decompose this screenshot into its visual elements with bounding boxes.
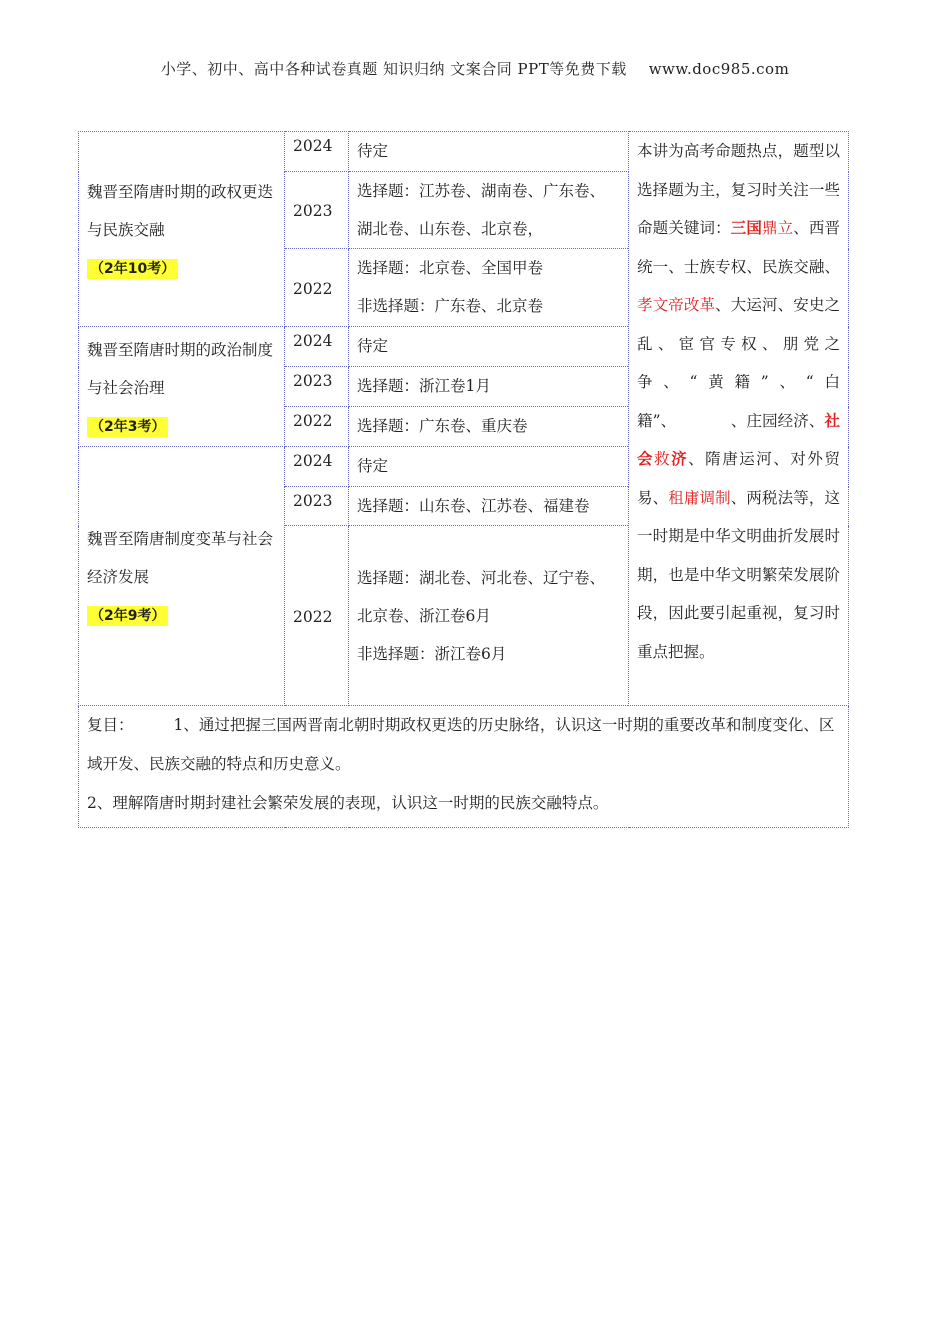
- content-cell: [349, 526, 629, 706]
- notes-text: 、隋唐运河、对外贸易、: [637, 450, 840, 507]
- topic-cell: [79, 327, 285, 447]
- notes-cell: [629, 132, 849, 706]
- content-line: 选择题：广东卷、重庆卷: [357, 417, 528, 435]
- topic-cell: [79, 132, 285, 327]
- content-line: 待定: [357, 457, 389, 475]
- content-cell: [349, 367, 629, 407]
- content-cell: [349, 447, 629, 487]
- content-cell: [349, 249, 629, 327]
- review-line: 2、理解隋唐时期封建社会繁荣发展的表现，认识这一时期的民族交融特点。: [87, 794, 609, 812]
- content-line: 待定: [357, 142, 389, 160]
- content-line: 选择题：北京卷、全国甲卷: [357, 259, 544, 277]
- year-cell: 2024: [285, 447, 349, 487]
- year-cell: 2024: [285, 132, 349, 172]
- header-text: 小学、初中、高中各种试卷真题 知识归纳 文案合同 PPT等免费下载: [160, 60, 627, 78]
- keyword: 济: [671, 450, 689, 468]
- header-site-link[interactable]: www.doc985.com: [648, 60, 790, 78]
- keyword: 救: [654, 450, 672, 468]
- exam-overview-table: [78, 131, 849, 828]
- keyword: 鼎立: [761, 219, 794, 237]
- year-cell: 2023: [285, 367, 349, 407]
- content-cell: [349, 327, 629, 367]
- year-cell: 2022: [285, 526, 349, 706]
- keyword: 三国: [730, 219, 762, 237]
- topic-badge: （2年10考）: [87, 259, 178, 279]
- notes-text: 、大运河、安史之乱、宦官专权、朋党之争、“黄籍”、“白籍”、 、庄园经济、: [637, 296, 840, 430]
- content-line: 非选择题：浙江卷6月: [357, 644, 507, 663]
- content-cell: [349, 407, 629, 447]
- keyword: 租庸调制: [668, 488, 731, 507]
- content-cell: [349, 487, 629, 526]
- notes-text: 本讲为高考命题热点，题型以选择题为主，复习时关注一些命题关键词：: [637, 142, 840, 237]
- year-cell: 2023: [285, 487, 349, 526]
- year-cell: 2022: [285, 249, 349, 327]
- notes-text: 、两税法等，这一时期是中华文明曲折发展时期，也是中华文明繁荣发展阶段，因此要引起重视，复习时重点把握。: [637, 488, 840, 661]
- keyword: 社会: [637, 411, 840, 468]
- topic-title: 魏晋至隋唐时期的政治制度与社会治理: [87, 340, 274, 397]
- content-line: 非选择题：广东卷、北京卷: [357, 297, 544, 315]
- content-line: 选择题：山东卷、江苏卷、福建卷: [357, 497, 590, 515]
- content-line: 待定: [357, 337, 389, 355]
- topic-cell: [79, 447, 285, 706]
- content-cell: [349, 132, 629, 172]
- table-row: [79, 706, 849, 828]
- page-header: [0, 58, 950, 79]
- review-line: 1、通过把握三国两晋南北朝时期政权更迭的历史脉络，认识这一时期的重要改革和制度变化、区域开发、民族交融的特点和历史意义。: [87, 716, 835, 773]
- notes-text: 、西晋统一、士族专权、民族交融、: [637, 219, 840, 276]
- topic-badge: （2年9考）: [87, 606, 168, 626]
- topic-badge: （2年3考）: [87, 417, 168, 437]
- content-line: 选择题：湖北卷、河北卷、辽宁卷、北京卷、浙江卷6月: [357, 568, 606, 625]
- content-cell: [349, 172, 629, 249]
- review-label: 复目：: [87, 716, 134, 734]
- content-line: 选择题：江苏卷、湖南卷、广东卷、湖北卷、山东卷、北京卷，: [357, 182, 606, 238]
- keyword: 孝文帝改革: [637, 296, 716, 314]
- table-row: [79, 132, 849, 172]
- year-cell: 2022: [285, 407, 349, 447]
- content-line: 选择题：浙江卷1月: [357, 377, 491, 395]
- review-cell: [79, 706, 849, 828]
- topic-title: 魏晋至隋唐制度变革与社会经济发展: [87, 530, 274, 586]
- topic-title: 魏晋至隋唐时期的政权更迭与民族交融: [87, 183, 274, 239]
- year-cell: 2024: [285, 327, 349, 367]
- year-cell: 2023: [285, 172, 349, 249]
